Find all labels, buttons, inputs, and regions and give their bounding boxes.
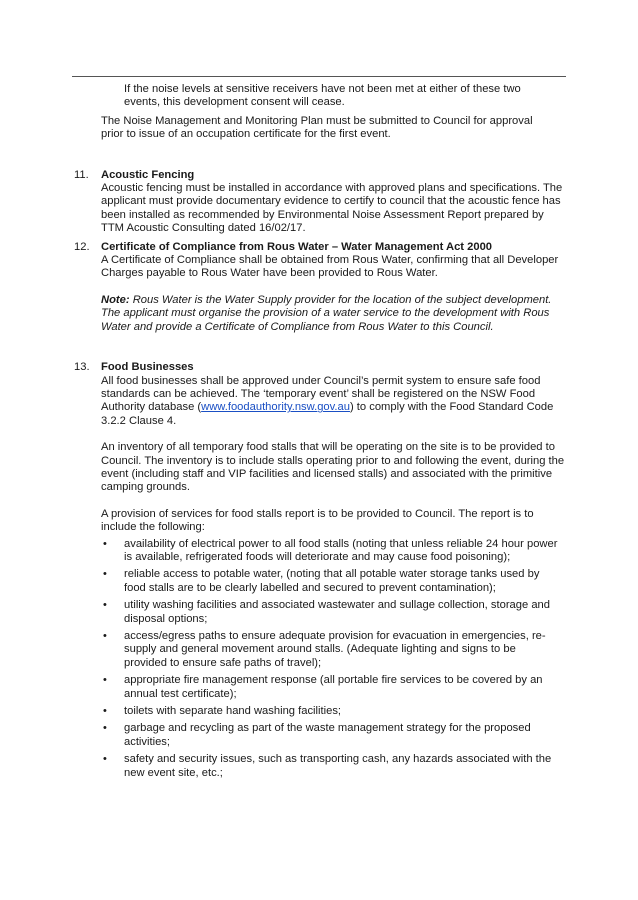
list-item — [103, 722, 558, 749]
section-food-businesses — [0, 361, 638, 780]
list-item-text: garbage and recycling as part of the waste management strategy for the proposed activities; — [124, 722, 531, 748]
list-item-text: reliable access to potable water, (noting that all potable water storage tanks used by food stalls are to be clearly labelled and secured to prevent contamination); — [124, 568, 540, 594]
note-label: Note: — [101, 293, 130, 306]
list-item — [103, 705, 558, 718]
bullet-icon: • — [103, 630, 107, 642]
section-certificate-of-compliance — [0, 241, 638, 334]
list-item-text: availability of electrical power to all food stalls (noting that unless reliable 24 hour power is available, refrigerated foods will deteriorate and may cause food poisoning); — [124, 537, 558, 563]
bullet-icon: • — [103, 722, 107, 735]
bullet-icon: • — [103, 705, 107, 718]
bullet-icon: • — [103, 753, 107, 766]
paragraph-text: All food businesses shall be approved under Council’s permit system to ensure safe food standards can be achieved. The ‘temporary event’ shall be registered on the NSW Food Authority database ( — [101, 374, 541, 414]
list-item — [103, 674, 558, 701]
list-item — [103, 568, 558, 595]
section-body: Acoustic fencing must be installed in accordance with approved plans and specifications. The applicant must provide documentary evidence to certify to council that the acoustic fence has been installed as recommended by Environmental Noise Assessment Report prepared by TTM Acoustic Consulting dated 16/02/17. — [101, 182, 563, 235]
section-heading: Food Businesses — [101, 361, 194, 374]
header-rule — [72, 76, 566, 77]
section-heading: Acoustic Fencing — [101, 168, 195, 181]
section-number: 12. — [74, 240, 90, 253]
list-item-text: toilets with separate hand washing facilities; — [124, 705, 342, 718]
bullet-icon: • — [103, 568, 107, 581]
list-item-text: access/egress paths to ensure adequate provision for evacuation in emergencies, re-supply and general movement around stalls. (Adequate lighting and signs to be provided to ensure safe paths of travel); — [124, 630, 546, 669]
note-text: Rous Water is the Water Supply provider for the location of the subject development. The applicant must organise the provision of a water service to the development with Rous Water and provide a Certificate of Compliance from Rous Water to this Council. — [101, 293, 552, 333]
section-number: 13. — [74, 361, 90, 374]
report-requirements-list — [0, 538, 638, 781]
plan-submission-paragraph: The Noise Management and Monitoring Plan must be submitted to Council for approval prior to issue of an occupation certificate for the first event. — [101, 114, 533, 141]
food-registration-paragraph — [101, 375, 568, 429]
list-item — [103, 753, 558, 780]
list-item — [103, 537, 558, 565]
list-item-text: safety and security issues, such as transporting cash, any hazards associated with the new event site, etc.; — [124, 753, 552, 779]
section-acoustic-fencing — [0, 169, 638, 236]
food-authority-link[interactable]: www.foodauthority.nsw.gov.au — [201, 401, 350, 414]
paragraph-text: ) to comply with the Food Standard Code 3.2.2 Clause 4. — [101, 401, 554, 427]
report-intro-paragraph: A provision of services for food stalls report is to be provided to Council. The report is to include the following: — [101, 507, 534, 534]
list-item — [103, 599, 558, 626]
bullet-icon: • — [103, 537, 107, 550]
list-item-text: appropriate fire management response (all portable fire services to be covered by an annual test certificate); — [124, 674, 543, 700]
list-item — [103, 630, 558, 670]
section-body: A Certificate of Compliance shall be obtained from Rous Water, confirming that all Developer Charges payable to Rous Water have been provided to Rous Water. — [101, 254, 559, 280]
noise-levels-paragraph: If the noise levels at sensitive receivers have not been met at either of these two events, this development consent will cease. — [124, 83, 521, 109]
bullet-icon: • — [103, 674, 107, 687]
section-heading: Certificate of Compliance from Rous Water – Water Management Act 2000 — [101, 240, 493, 253]
list-item-text: utility washing facilities and associated wastewater and sullage collection, storage and disposal options; — [124, 599, 550, 625]
section-number: 11. — [74, 168, 89, 181]
inventory-paragraph: An inventory of all temporary food stalls that will be operating on the site is to be provided to Council. The inventory is to include stalls operating prior to and following the event, during the event (including staff and VIP facilities and licensed stalls) and associated with the primitive camping grounds. — [101, 441, 565, 494]
document-content — [0, 83, 638, 784]
note-paragraph — [101, 294, 568, 334]
bullet-icon: • — [103, 599, 107, 612]
